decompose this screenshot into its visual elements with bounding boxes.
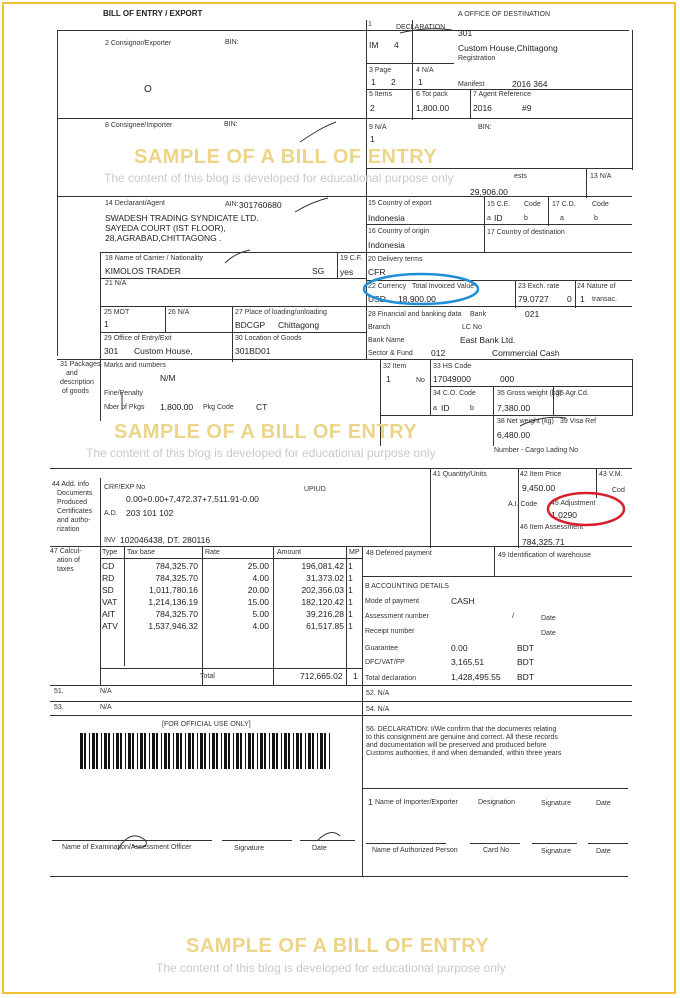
adjustment-highlight-circle — [548, 493, 624, 525]
transac-label: transac. — [592, 296, 617, 303]
assessment-date-label: Date — [541, 615, 556, 622]
tot-pack-label: 6 Tot pack — [416, 91, 448, 98]
total-declaration-label: Total declaration — [365, 675, 416, 682]
hs-code-sub: 000 — [500, 374, 515, 384]
currency-value: USD — [368, 294, 386, 304]
watermark-subtitle-3: The content of this blog is developed for educational purpose only — [156, 961, 506, 975]
exch-rate-value: 79.0727 — [518, 294, 549, 304]
assessment-number-label: Assessment number — [365, 613, 429, 620]
sector-value: 012 — [431, 348, 446, 358]
tax-cell-amount: 31,373.02 — [306, 573, 344, 583]
box9-value: 1 — [370, 134, 375, 144]
box51-value: N/A — [100, 688, 112, 695]
bank-code: 021 — [525, 309, 540, 319]
box51-label: 51. — [54, 688, 64, 695]
tax-total-value: 712,665.02 — [300, 671, 343, 681]
add-info-label-5: and autho- — [57, 517, 91, 524]
box13-label: 13 N/A — [590, 173, 612, 180]
pkgs-value: 1,800.00 — [160, 402, 194, 412]
watermark-subtitle-1: The content of this blog is developed for educational purpose only — [104, 171, 454, 185]
pkgs-label: Nber of Pkgs — [104, 404, 145, 411]
office-code: 301 — [458, 28, 473, 38]
item-no-label: No — [416, 377, 425, 384]
tax-cell-rate: 5.00 — [252, 609, 269, 619]
branch-label: Branch — [368, 324, 391, 331]
calc-taxes-label-2: ation of — [57, 557, 80, 564]
sign1-signature-label: Signature — [541, 800, 571, 807]
watermark-title-1: SAMPLE OF A BILL OF ENTRY — [134, 146, 438, 168]
location-goods-label: 30 Location of Goods — [235, 335, 302, 342]
box53-value: N/A — [100, 704, 112, 711]
lc-label: LC No — [462, 324, 482, 331]
office-of-destination-label: A OFFICE OF DESTINATION — [458, 11, 551, 18]
country-of-destination-label: 17 Country of destination — [487, 229, 565, 236]
hs-code-label: 33 HS Code — [433, 363, 472, 370]
dfc-currency: BDT — [517, 657, 534, 667]
item-value: 1 — [386, 374, 391, 384]
add-info-label-3: Produced — [57, 499, 87, 506]
tax-cell-amount: 196,081.42 — [301, 561, 344, 571]
receipt-date-label: Date — [541, 630, 556, 637]
co-id: ID — [441, 403, 450, 413]
tax-cell-base: 1,011,780.16 — [149, 585, 198, 595]
tax-header-type: Type — [102, 549, 118, 556]
declarant-name: SWADESH TRADING SYNDICATE LTD. — [105, 213, 259, 223]
total-declaration-value: 1,428,495.55 — [451, 672, 501, 682]
officer-date-label: Date — [312, 845, 327, 852]
tot-pack-value: 1,800.00 — [416, 103, 450, 113]
carrier-value: KIMOLOS TRADER — [105, 266, 181, 276]
tax-header-base: Tax base — [127, 549, 156, 556]
ad-label: A.D. — [104, 510, 118, 517]
mode-payment-value: CASH — [451, 596, 475, 606]
crf-label: CRF/EXP No — [104, 484, 146, 491]
vm-value: Cod — [612, 487, 625, 494]
dfc-value: 3,165.51 — [451, 657, 485, 667]
add-info-label-4: Certificates — [57, 508, 93, 515]
tax-cell-base: 784,325.70 — [155, 573, 198, 583]
items-label: 5 Items — [369, 91, 392, 98]
packages-label-3: description — [60, 379, 94, 386]
tax-cell-mp: 1 — [348, 585, 353, 595]
box9-label: 9 N/A — [369, 124, 387, 131]
tax-cell-amount: 182,120.42 — [301, 597, 344, 607]
sign1-date-label: Date — [596, 800, 611, 807]
dfc-label: DFC/VAT/FP — [365, 659, 405, 666]
marks-label: Marks and numbers — [104, 362, 166, 369]
packages-label-1: 31 Packages — [60, 361, 101, 368]
currency-highlight-circle — [364, 274, 478, 304]
ad-value: 203 101 102 — [126, 508, 174, 518]
box4-value: 1 — [418, 77, 423, 87]
declaration-label: DECLARATION — [396, 24, 446, 31]
tax-cell-amount: 202,356.03 — [301, 585, 344, 595]
items-value: 2 — [370, 103, 375, 113]
consignor-label: 2 Consignor/Exporter — [105, 40, 172, 47]
inv-label: INV — [104, 537, 116, 544]
total-invoiced-label: Total Invoiced Value — [412, 283, 475, 290]
total-invoiced-value: 18,900.00 — [398, 294, 436, 304]
tax-cell-mp: 1 — [348, 573, 353, 583]
cd-a: a — [560, 215, 564, 222]
total-declaration-currency: BDT — [517, 672, 534, 682]
tax-cell-base: 1,537,946.32 — [148, 621, 198, 631]
crf-value: 0.00+0.00+7,472.37+7,511.91-0.00 — [126, 494, 259, 504]
delivery-terms-value: CFR — [368, 267, 386, 277]
add-info-label-6: rization — [57, 526, 80, 533]
cargo-lading-label: Number - Cargo Lading No — [494, 447, 579, 454]
item-assessment-value: 784,325.71 — [522, 537, 565, 547]
currency-label: 22 Currency — [368, 283, 407, 290]
marks-value: N/M — [160, 373, 176, 383]
sector-label: Sector & Fund — [368, 350, 413, 357]
tax-cell-mp: 1 — [348, 597, 353, 607]
nationality-value: SG — [312, 266, 325, 276]
accounting-label: B ACCOUNTING DETAILS — [365, 583, 449, 590]
box52-label: 52. N/A — [366, 690, 390, 697]
authorized-person-label: Name of Authorized Person — [372, 847, 458, 854]
consignor-value: O — [144, 84, 152, 95]
ests-value: 29,906.00 — [470, 187, 508, 197]
sign1-number: 1 — [368, 797, 373, 807]
ce-b: b — [524, 215, 528, 222]
consignee-label: 8 Consignee/Importer — [105, 122, 173, 129]
tax-cell-mp: 1 — [348, 561, 353, 571]
tax-cell-type: SD — [102, 585, 114, 595]
nature-value-1: 0 — [567, 294, 572, 304]
ests-label: ests — [514, 173, 527, 180]
ce-a: a — [487, 215, 491, 222]
country-of-export-value: Indonesia — [368, 213, 405, 223]
packages-label-2: and — [66, 370, 78, 377]
tax-cell-type: AIT — [102, 609, 116, 619]
carrier-label: 18 Name of Carrier / Nationality — [105, 255, 204, 262]
tax-cell-mp: 1 — [348, 609, 353, 619]
tax-header-mp: MP — [349, 549, 360, 556]
office-name: Custom House,Chittagong — [458, 43, 558, 53]
tax-cell-rate: 4.00 — [252, 621, 269, 631]
box26-label: 26 N/A — [168, 309, 190, 316]
deferred-payment-label: 48 Deferred payment — [366, 550, 432, 557]
page-value-1: 1 — [371, 77, 376, 87]
box54-label: 54. N/A — [366, 706, 390, 713]
tax-cell-type: VAT — [102, 597, 118, 607]
tax-cell-base: 784,325.70 — [155, 561, 198, 571]
office-entry-code: 301 — [104, 346, 119, 356]
cd-label: 17 C.D. — [552, 201, 576, 208]
co-b: b — [470, 405, 474, 412]
office-entry-label: 29 Office of Entry/Exit — [104, 335, 172, 342]
pkg-code-label: Pkg Code — [203, 404, 234, 411]
tax-cell-rate: 25.00 — [247, 561, 269, 571]
tax-cell-rate: 4.00 — [252, 573, 269, 583]
declaration-line-1: 56. DECLARATION: I/We confirm that the documents relating — [366, 726, 557, 733]
tax-cell-amount: 61,517.85 — [306, 621, 344, 631]
country-of-origin-label: 16 Country of origin — [368, 228, 430, 235]
watermark-title-2: SAMPLE OF A BILL OF ENTRY — [114, 421, 418, 443]
box9-bin-label: BIN: — [478, 124, 492, 131]
declaration-line-3: and documentation will be preserved and produced before — [366, 742, 547, 749]
sign2-date-label: Date — [596, 848, 611, 855]
hs-code-value: 17049000 — [433, 374, 471, 384]
box4-label: 4 N/A — [416, 67, 434, 74]
ain-label: AIN: — [225, 201, 239, 208]
net-weight-label: 38 Net weight (kg) — [497, 418, 554, 425]
tax-header-rate: Rate — [205, 549, 220, 556]
bank-name-value: East Bank Ltd. — [460, 335, 516, 345]
manifest-label: Manifest — [458, 81, 485, 88]
tax-cell-rate: 20.00 — [247, 585, 269, 595]
guarantee-currency: BDT — [517, 643, 534, 653]
tax-cell-rate: 15.00 — [247, 597, 269, 607]
ain-value: 301760680 — [239, 200, 282, 210]
tax-cell-base: 1,214,136.19 — [148, 597, 198, 607]
co-a: a — [433, 405, 437, 412]
tax-cell-type: RD — [102, 573, 115, 583]
watermark-subtitle-2: The content of this blog is developed for educational purpose only — [86, 446, 436, 460]
tax-total-mp: 1 — [353, 671, 358, 681]
agr-cd-label: 36 Agr.Cd. — [556, 390, 589, 397]
bank-name-label: Bank Name — [368, 337, 405, 344]
declaration-line-4: Customs authorities, if and when demanded, within three years — [366, 750, 562, 757]
place-loading-code: BDCGP — [235, 320, 266, 330]
declarant-label: 14 Declarant/Agent — [105, 200, 165, 207]
importer-name-label: Name of Importer/Exporter — [375, 799, 458, 806]
adjustment-label: 45 Adjustment — [551, 500, 596, 507]
page-value-2: 2 — [391, 77, 396, 87]
mode-payment-label: Mode of payment — [365, 598, 420, 605]
ai-code-label: A.I. Code — [508, 501, 538, 508]
officer-name-label: Name of Examination/Assessment Officer — [62, 844, 192, 851]
registration-label: Registration — [458, 55, 496, 62]
item-label: 32 Item — [383, 363, 407, 370]
designation-label: Designation — [478, 799, 515, 806]
page-label: 3 Page — [369, 67, 392, 74]
net-weight-value: 6,480.00 — [497, 430, 531, 440]
cd-code-label: Code — [592, 201, 609, 208]
mot-value: 1 — [104, 319, 109, 329]
form-title: BILL OF ENTRY / EXPORT — [103, 9, 203, 18]
box1-number: 1 — [368, 21, 372, 28]
add-info-label-1: 44 Add. info — [52, 481, 89, 488]
receipt-number-label: Receipt number — [365, 628, 415, 635]
box53-label: 53. — [54, 704, 64, 711]
warehouse-label: 49 Identification of warehouse — [498, 552, 592, 559]
adjustment-value: 1.0290 — [551, 510, 577, 520]
cd-b: b — [594, 215, 598, 222]
tax-cell-type: CD — [102, 561, 115, 571]
declarant-address-1: SAYEDA COURT (IST FLOOR), — [105, 223, 226, 233]
declarant-address-2: 28,AGRABAD,CHITTAGONG . — [105, 233, 222, 243]
tax-header-amount: Amount — [277, 549, 302, 556]
agent-reference-year: 2016 — [473, 103, 492, 113]
pkg-code-value: CT — [256, 402, 268, 412]
visa-ref-label: 39 Visa Ref — [560, 418, 597, 425]
declaration-line-2: to this consignment are genuine and correct. All these records — [366, 734, 558, 741]
agent-reference-value: #9 — [522, 103, 532, 113]
im-code-value: 4 — [394, 40, 399, 50]
quantity-units-label: 41 Quantity/Units — [433, 471, 487, 478]
sign2-signature-label: Signature — [541, 848, 571, 855]
item-assessment-label: 46 Item Assessment — [520, 524, 584, 531]
country-of-export-label: 15 Country of export — [368, 200, 432, 207]
item-price-label: 42 Item Price — [520, 471, 562, 478]
card-no-label: Card No. — [483, 847, 512, 854]
location-goods-value: 301BD01 — [235, 346, 271, 356]
consignee-bin-label: BIN: — [224, 121, 238, 128]
country-of-origin-value: Indonesia — [368, 240, 405, 250]
nature-label: 24 Nature of — [577, 283, 616, 290]
exch-rate-label: 23 Exch. rate — [518, 283, 560, 290]
ce-code-label: Code — [524, 201, 541, 208]
cf-label: 19 C.F. — [340, 255, 363, 262]
place-loading-name: Chittagong — [278, 320, 320, 330]
ce-id: ID — [494, 213, 503, 223]
officer-signature-label: Signature — [234, 845, 264, 852]
guarantee-value: 0.00 — [451, 643, 468, 653]
manifest-value: 2016 364 — [512, 79, 548, 89]
place-loading-label: 27 Place of loading/unloading — [235, 309, 327, 316]
official-use-label: [FOR OFFICIAL USE ONLY] — [162, 721, 251, 728]
vm-label: 43 V.M. — [599, 471, 623, 478]
box21-label: 21 N/A — [105, 280, 127, 287]
packages-label-4: of goods — [62, 388, 89, 395]
co-code-label: 34 C.O. Code — [433, 390, 476, 397]
office-entry-name: Custom House, — [134, 346, 193, 356]
financial-label: 28 Financial and banking data — [368, 311, 462, 318]
inv-value: 102046438, DT. 280116 — [120, 535, 211, 545]
guarantee-label: Guarantee — [365, 645, 399, 652]
calc-taxes-label-3: taxes — [57, 566, 74, 573]
cf-value: yes — [340, 267, 354, 277]
nature-value-2: 1 — [580, 294, 585, 304]
calc-taxes-label-1: 47 Calcul- — [50, 548, 82, 555]
fund-value: Commercial Cash — [492, 348, 560, 358]
mot-label: 25 MOT — [104, 309, 130, 316]
item-price-value: 9,450.00 — [522, 483, 556, 493]
add-info-label-2: Documents — [57, 490, 93, 497]
ce-label: 15 C.E. — [487, 201, 511, 208]
watermark-title-3: SAMPLE OF A BILL OF ENTRY — [186, 935, 490, 957]
agent-reference-label: 7 Agent Reference — [473, 91, 531, 98]
tax-cell-mp: 1 — [348, 621, 353, 631]
im-value: IM — [369, 40, 379, 50]
delivery-terms-label: 20 Delivery terms — [368, 256, 423, 263]
consignor-bin-label: BIN: — [225, 39, 239, 46]
tax-total-label: Total — [200, 673, 215, 680]
tax-cell-base: 784,325.70 — [155, 609, 198, 619]
fine-label: Fine/Penalty — [104, 390, 143, 397]
gross-weight-label: 35 Gross weight (kg) — [497, 390, 562, 397]
upiud-label: UPIUD — [304, 486, 326, 493]
gross-weight-value: 7,380.00 — [497, 403, 531, 413]
bank-label: Bank — [470, 311, 486, 318]
tax-cell-type: ATV — [102, 621, 118, 631]
assessment-slash: / — [512, 613, 514, 620]
tax-cell-amount: 39,216.28 — [306, 609, 344, 619]
